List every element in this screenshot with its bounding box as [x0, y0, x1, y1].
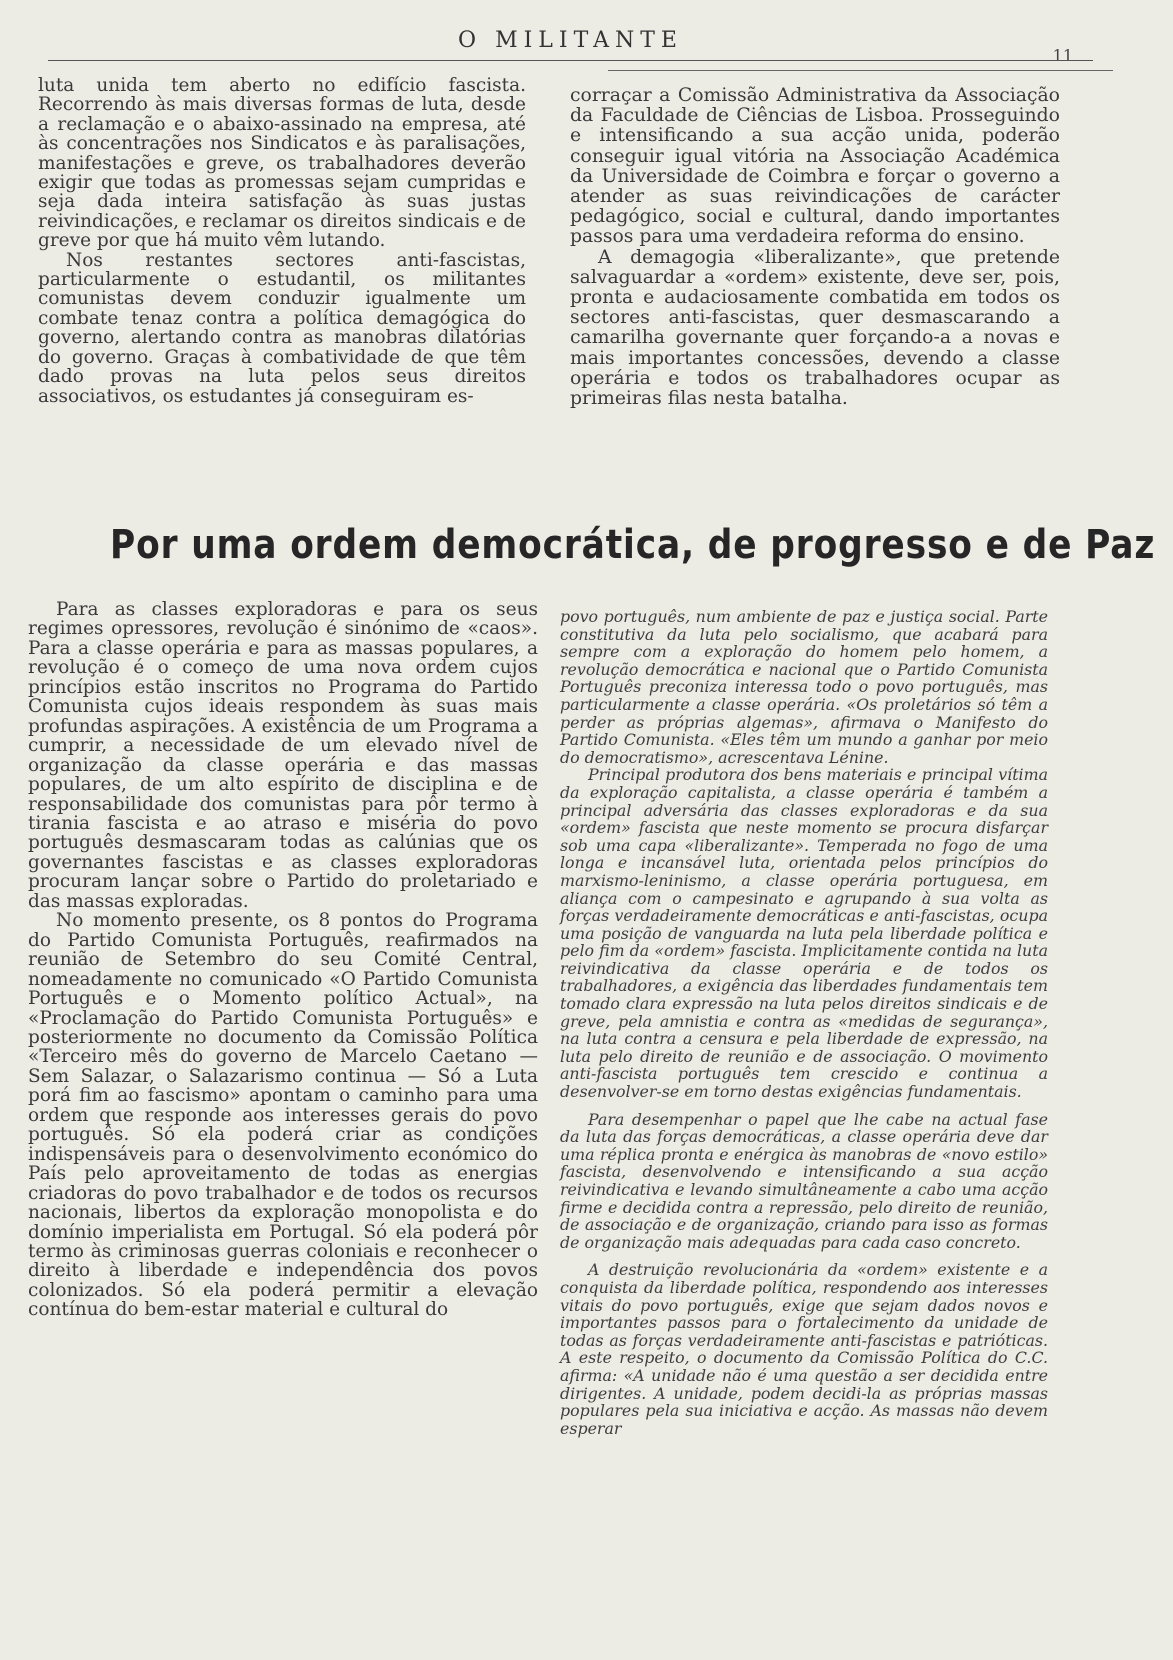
paragraph: Para as classes exploradoras e para os seus regimes opressores, revolução é sinónimo de «caos». Para a classe operária e para as massas populares, a revolução é o começo de uma nova ordem cujos princípios estão inscritos no Programa do Partido Comunista cujos ideais respondem às suas mais profundas aspirações. A existência de um Programa a cumprir, a necessidade de um elevado nível de organização da classe operária e das massas populares, de um alto espírito de disciplina e de responsabilidade dos comunistas para pôr termo à tirania fascista e ao atraso e miséria do povo português desmascaram todas as calúnias que os governantes fascistas e as classes exploradoras procuram lançar sobre o Partido do proletariado e das massas exploradas.	[28, 599, 538, 912]
header-rule-secondary	[608, 70, 1113, 71]
top-left-column	[38, 76, 526, 406]
publication-title: O MILITANTE	[458, 28, 683, 53]
header-rule	[48, 60, 1093, 61]
top-right-column	[570, 86, 1060, 409]
article-headline: Por uma ordem democrática, de progresso e de Paz	[110, 522, 1156, 568]
paragraph: luta unida tem aberto no edifício fascista. Recorrendo às mais diversas formas de luta, desde a reclamação e o abaixo-assinado na empresa, até às concentrações nos Sindicatos e às paralisações, manifestações e greve, os trabalhadores deverão exigir que todas as promessas sejam cumpridas e seja dada inteira satisfação às suas justas reivindicações, e reclamar os direitos sindicais e de greve por que há muito vêm lutando.	[38, 75, 526, 252]
paragraph: Nos restantes sectores anti-fascistas, particularmente o estudantil, os militantes comunistas devem conduzir igualmente um combate tenaz contra a política demagógica do governo, alertando contra as manobras dilatórias do governo. Graças à combatividade de que têm dado provas na luta pelos seus direitos associativos, os estudantes já conseguiram es-	[38, 249, 526, 407]
paragraph: corraçar a Comissão Administrativa da Associação da Faculdade de Ciências de Lisboa. Prosseguindo e intensificando a sua acção unida, poderão conseguir igual vitória na Associação Académica da Universidade de Coimbra e forçar o governo a atender as suas reivindicações de carácter pedagógico, social e cultural, dando importantes passos para uma verdadeira reforma do ensino.	[570, 85, 1060, 248]
page-header	[48, 28, 1093, 68]
page-number: 11	[1052, 46, 1073, 65]
paragraph: A demagogia «liberalizante», que pretende salvaguardar a «ordem» existente, deve ser, pois, pronta e audaciosamente combatida em todos os sectores anti-fascistas, quer desmascarando a camarilha governante quer forçando-a a novas e mais importantes concessões, devendo a classe operária e todos os trabalhadores ocupar as primeiras filas nesta batalha.	[570, 246, 1060, 410]
paragraph: A destruição revolucionária da «ordem» existente e a conquista da liberdade política, respondendo aos interesses vitais do povo português, exige que sejam dados novos e importantes passos para o fortalecimento da unidade de todas as forças verdadeiramente anti-fascistas e patrióticas. A este respeito, o documento da Comissão Política do C.C. afirma: «A unidade não é uma questão a ser decidida entre dirigentes. A unidade, podem decidi-la as próprias massas populares pela sua iniciativa e acção. As massas não devem esperar	[560, 1260, 1048, 1438]
paragraph: povo português, num ambiente de paz e justiça social. Parte constitutiva da luta pelo socialismo, que acabará para sempre com a exploração do homem pelo homem, a revolução democrática e nacional que o Partido Comunista Português preconiza interessa todo o povo português, mas particularmente a classe operária. «Os proletários só têm a perder as próprias algemas», afirmava o Manifesto do Partido Comunista. «Eles têm um mundo a ganhar por meio do democratismo», acrescentava Lénine.	[560, 607, 1048, 767]
article-right-column	[560, 608, 1048, 1437]
paragraph: No momento presente, os 8 pontos do Programa do Partido Comunista Português, reafirmados na reunião de Setembro do seu Comité Central, nomeadamente no comunicado «O Partido Comunista Português e o Momento político Actual», na «Proclamação do Partido Comunista Português» e posteriormente no documento da Comissão Política «Terceiro mês do governo de Marcelo Caetano — Sem Salazar, o Salazarismo continua — Só a Luta porá fim ao fascismo» apontam o caminho para uma ordem que responde aos interesses gerais do povo português. Só ela poderá criar as condições indispensáveis para o desenvolvimento económico do País pelo aproveitamento de todas as energias criadoras do povo trabalhador e de todos os recursos nacionais, libertos da exploração monopolista e do domínio imperialista em Portugal. Só ela poderá pôr termo às criminosas guerras coloniais e reconhecer o direito à liberdade e independência dos povos colonizados. Só ela poderá permitir a elevação contínua do bem-estar material e cultural do	[28, 910, 538, 1321]
article-left-column	[28, 600, 538, 1320]
paragraph: Para desempenhar o papel que lhe cabe na actual fase da luta das forças democráticas, a classe operária deve dar uma réplica pronta e enérgica às manobras de «novo estilo» fascista, desenvolvendo e intensificando a sua acção reivindicativa e levando simultâneamente a cabo uma acção firme e decidida contra a repressão, pelo direito de reunião, de associação e de organização, criando para isso as formas de organização mais adequadas para cada caso concreto.	[560, 1109, 1048, 1252]
paragraph: Principal produtora dos bens materiais e principal vítima da exploração capitalista, a classe operária é também a principal adversária das classes exploradoras e da sua «ordem» fascista que neste momento se procura disfarçar sob uma capa «liberalizante». Temperada no fogo de uma longa e incansável luta, orientada pelos princípios do marxismo-leninismo, a classe operária portuguesa, em aliança com o campesinato e agrupando à sua volta as forças verdadeiramente democráticas e anti-fascistas, ocupa uma posição de vanguarda na luta pela liberdade política e pelo fim da «ordem» fascista. Implicitamente contida na luta reivindicativa da classe operária e de todos os trabalhadores, a exigência das liberdades fundamentais tem tomado clara expressão na luta pelos direitos sindicais e de greve, pela amnistia e contra as «medidas de segurança», na luta contra a censura e pela liberdade de expressão, na luta pelo direito de reunião e de associação. O movimento anti-fascista português tem crescido e continua a desenvolver-se em torno destas exigências fundamentais.	[560, 765, 1048, 1102]
